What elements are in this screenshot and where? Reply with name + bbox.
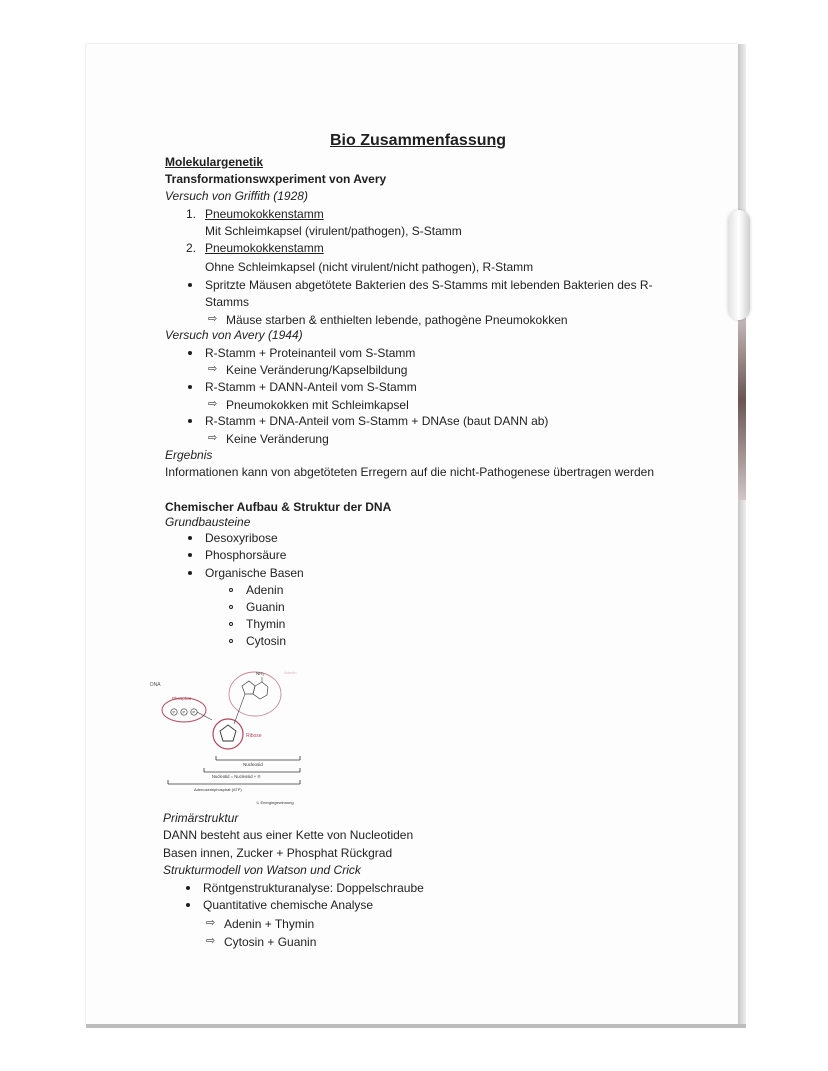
arrow-right-icon: ⇨ (208, 313, 218, 325)
arrow-right-icon: ⇨ (206, 935, 216, 947)
bullet-icon (188, 553, 192, 557)
page-title: Bio Zusammenfassung (330, 132, 507, 149)
bullet-icon (188, 385, 192, 389)
diagram-label-phosphat: Phosphat (172, 696, 192, 701)
list-number: 1. (186, 207, 197, 221)
list-item-text: Mit Schleimkapsel (virulent/pathogen), S-Stamm (205, 224, 462, 238)
paper-clip (728, 210, 750, 320)
result-text: Pneumokokken mit Schleimkapsel (226, 398, 409, 412)
circle-bullet-icon (229, 588, 233, 592)
diagram-label-atp: Adenosintriphosphat (ATP) (194, 787, 242, 792)
list-item: Organische Basen (205, 566, 304, 580)
bullet-icon (186, 886, 190, 890)
diagram-label-nucleotid: Nucleotid = Nucleosid + ℗ (212, 774, 261, 779)
arrow-right-icon: ⇨ (208, 432, 218, 444)
bullet-icon (188, 283, 192, 287)
phosphate-symbol: P (192, 709, 196, 715)
diagram-label-energy: ↳ Energiegewinnung (256, 800, 294, 805)
result-text: Keine Veränderung (226, 432, 329, 446)
circle-bullet-icon (229, 622, 233, 626)
circle-bullet-icon (229, 639, 233, 643)
result-text: Adenin + Thymin (224, 917, 315, 931)
paper-edge (738, 44, 746, 1026)
list-item: Phosphorsäure (205, 548, 287, 562)
sub-list-item: Guanin (246, 600, 285, 614)
list-item: Quantitative chemische Analyse (203, 898, 374, 912)
paper-bottom-edge (86, 1024, 746, 1028)
subheading-transformation: Transformationswxperiment von Avery (165, 172, 387, 186)
list-item: Stamms (205, 295, 250, 309)
list-item: Desoxyribose (205, 531, 278, 545)
phosphate-symbol: P (172, 709, 176, 715)
bullet-icon (188, 536, 192, 540)
bullet-icon (188, 571, 192, 575)
circle-bullet-icon (229, 605, 233, 609)
list-item: Röntgenstrukturanalyse: Doppelschraube (203, 881, 424, 895)
body-text: DANN besteht aus einer Kette von Nucleotiden (163, 828, 414, 842)
list-item-title: Pneumokokkenstamm (205, 241, 324, 255)
list-item: R-Stamm + DANN-Anteil vom S-Stamm (205, 380, 417, 394)
base-ring-icon (242, 681, 255, 694)
list-item: Spritzte Mäusen abgetötete Bakterien des S-Stamms mit lebenden Bakterien des R- (205, 278, 653, 292)
result-text: Cytosin + Guanin (224, 935, 317, 949)
ribose-ring (213, 719, 243, 749)
diagram-label-ribose: Ribose (246, 733, 262, 739)
bullet-icon (186, 903, 190, 907)
ribose-pentagon-icon (220, 725, 236, 741)
arrow-right-icon: ⇨ (208, 398, 218, 410)
body-text: Basen innen, Zucker + Phosphat Rückgrad (163, 846, 393, 860)
bullet-icon (188, 419, 192, 423)
result-text: Keine Veränderung/Kapselbildung (226, 363, 408, 377)
diagram-label-dna: DNA (150, 682, 161, 688)
list-number: 2. (186, 241, 197, 255)
section-heading-dna: Chemischer Aufbau & Struktur der DNA (165, 500, 392, 514)
arrow-right-icon: ⇨ (208, 363, 218, 375)
label-ergebnis: Ergebnis (165, 448, 213, 462)
list-item-text: Ohne Schleimkapsel (nicht virulent/nicht pathogen), R-Stamm (205, 260, 534, 274)
diagram-label-base: Adenin (284, 670, 297, 675)
bullet-icon (188, 351, 192, 355)
list-item: R-Stamm + Proteinanteil vom S-Stamm (205, 346, 416, 360)
phosphate-symbol: P (182, 709, 186, 715)
ergebnis-text: Informationen kann von abgetöteten Erregern auf die nicht-Pathogenese übertragen werden (165, 465, 654, 479)
result-text: Mäuse starben & enthielten lebende, pathogène Pneumokokken (226, 313, 568, 327)
list-item: R-Stamm + DNA-Anteil vom S-Stamm + DNAse (baut DANN ab) (205, 414, 549, 428)
label-primaerstruktur: Primärstruktur (163, 811, 239, 825)
base-ring (229, 672, 281, 716)
label-strukturmodell: Strukturmodell von Watson und Crick (163, 863, 361, 877)
sub-list-item: Thymin (246, 617, 286, 631)
arrow-right-icon: ⇨ (206, 917, 216, 929)
section-heading-molekulargenetik: Molekulargenetik (165, 155, 264, 169)
background-object (738, 300, 746, 500)
label-grundbausteine: Grundbausteine (165, 515, 251, 529)
label-avery: Versuch von Avery (1944) (165, 328, 303, 342)
diagram-label-nucleosid: Nucleosid (243, 762, 263, 767)
diagram-label-nh2: NH₂ (256, 671, 265, 676)
list-item-title: Pneumokokkenstamm (205, 207, 324, 221)
sub-list-item: Cytosin (246, 634, 287, 648)
base-ring-icon (253, 682, 268, 699)
label-griffith: Versuch von Griffith (1928) (165, 189, 308, 203)
nucleotide-diagram (150, 662, 330, 812)
sub-list-item: Adenin (246, 583, 284, 597)
